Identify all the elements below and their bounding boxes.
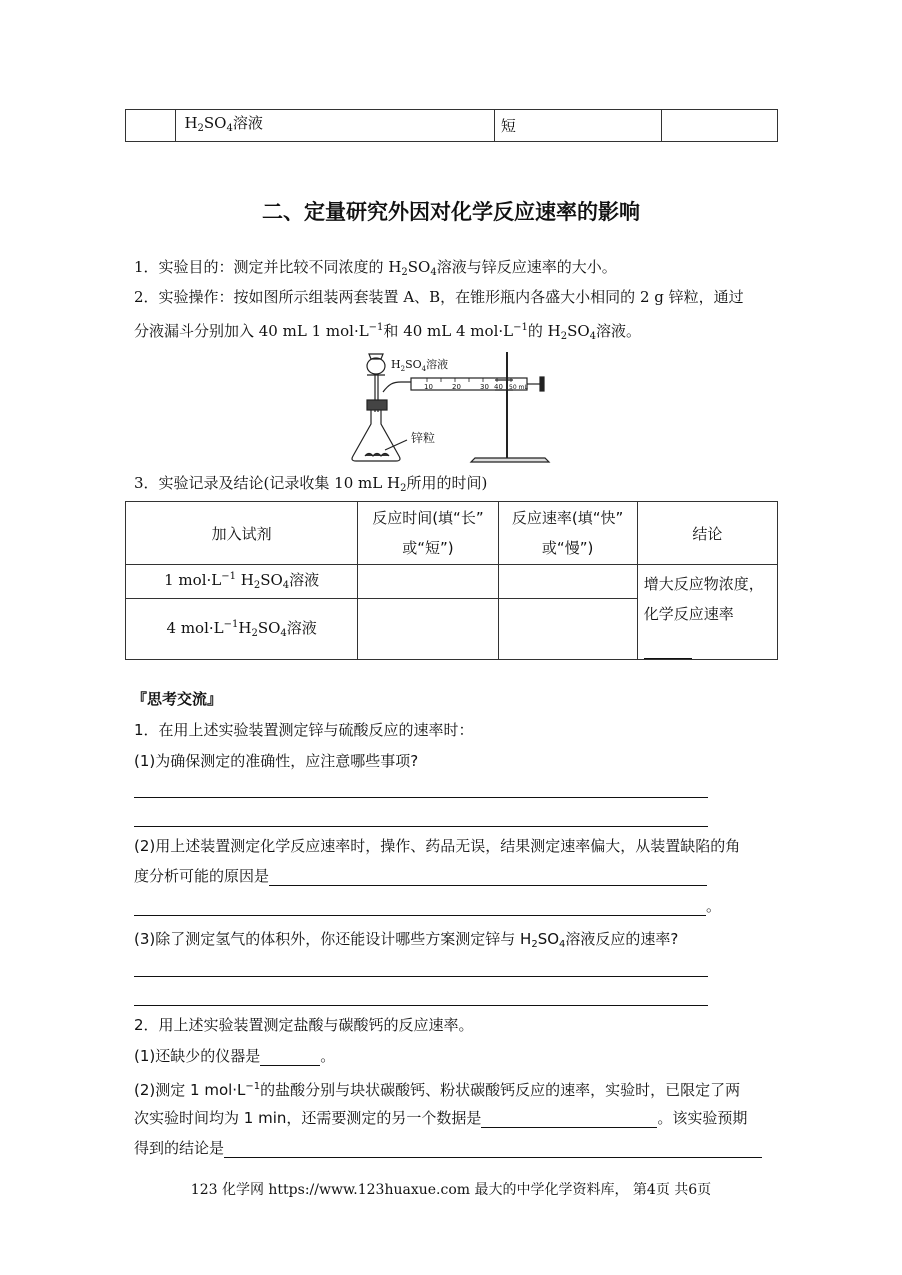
header-reagent: 加入试剂 — [126, 502, 358, 565]
funnel-bulb — [367, 358, 385, 374]
answer-blank-conclusion[interactable] — [224, 1141, 762, 1158]
scale-20: 20 — [452, 383, 461, 391]
scale-50: 50 mL — [509, 384, 528, 391]
conclusion-blank[interactable] — [644, 642, 692, 659]
answer-line-3[interactable] — [134, 976, 708, 977]
row2-reagent: 4 $mol\cdot L^{-1}H_2SO_4$溶液 — [126, 599, 358, 660]
answer-blank-instrument[interactable] — [260, 1049, 320, 1066]
question-2-2-line1: (2)测定 1 $mol\cdot L^{-1}$的盐酸分别与块状碳酸钙、粉状碳酸钙反应的速率，实验时，已限定了两 — [134, 1081, 741, 1099]
flask-stopper — [367, 400, 387, 410]
connecting-tube — [383, 382, 411, 392]
question-1-1: (1)为确保测定的准确性，应注意哪些事项? — [134, 752, 419, 770]
item-2-operation-line1: 2．实验操作：按如图所示组装两套装置 A、B，在锥形瓶内各盛大小相同的 2 g 锌粒，通过 — [134, 288, 744, 306]
answer-blank-cause-2[interactable] — [134, 899, 706, 916]
syringe-plunger-end — [540, 377, 544, 391]
question-1-2-line2: 度分析可能的原因是 — [134, 866, 707, 886]
item-1-purpose: 1．实验目的：测定并比较不同浓度的 $H_2SO_4$溶液与锌反应速率的大小。 — [134, 258, 617, 278]
row1-time-cell[interactable] — [358, 565, 498, 599]
question-2-2-line3: 得到的结论是 — [134, 1138, 762, 1158]
item-3-record: 3．实验记录及结论(记录收集 10 mL $H_2$所用的时间) — [134, 474, 488, 494]
header-rate: 反应速率(填“快” 或“慢”) — [498, 502, 637, 565]
row1-reagent: 1 $mol\cdot L^{-1}$ $H_2SO_4$溶液 — [126, 565, 358, 599]
header-time: 反应时间(填“长” 或“短”) — [358, 502, 498, 565]
question-2-2-line2: 次实验时间均为 1 min，还需要测定的另一个数据是 。该实验预期 — [134, 1109, 748, 1127]
label-h2so4: $H_2SO_4$溶液 — [391, 358, 449, 373]
question-1-3: (3)除了测定氢气的体积外，你还能设计哪些方案测定锌与 $H_2SO_4$溶液反应的速率? — [134, 930, 679, 950]
conclusion-cell: 增大反应物浓度， 化学反应速率 — [637, 565, 777, 660]
header-conclusion: 结论 — [637, 502, 777, 565]
section-title: 二、定量研究外因对化学反应速率的影响 — [262, 200, 640, 224]
think-heading: 『思考交流』 — [132, 690, 223, 708]
top-table-cell-reagent: $H_2SO_4$溶液 — [176, 110, 494, 142]
zinc-pointer — [385, 440, 407, 450]
label-zinc: 锌粒 — [411, 431, 436, 445]
apparatus-figure — [345, 350, 555, 468]
scale-10: 10 — [424, 383, 433, 391]
question-1: 1．在用上述实验装置测定锌与硫酸反应的速率时： — [134, 721, 474, 739]
top-table-cell-empty — [126, 110, 176, 142]
question-2-1: (1)还缺少的仪器是 。 — [134, 1047, 336, 1065]
answer-line-4[interactable] — [134, 1005, 708, 1006]
scale-30: 30 — [480, 383, 489, 391]
top-table-cell-time: 短 — [494, 110, 661, 142]
record-table — [125, 501, 778, 660]
question-2: 2．用上述实验装置测定盐酸与碳酸钙的反应速率。 — [134, 1016, 474, 1034]
answer-blank-cause[interactable] — [269, 869, 707, 886]
zinc-granules — [365, 454, 389, 457]
question-1-2-line3: 。 — [134, 896, 721, 916]
scale-40: 40 — [494, 383, 503, 391]
top-table — [125, 109, 778, 142]
top-table-cell-empty-2 — [662, 110, 778, 142]
answer-line-1[interactable] — [134, 797, 708, 798]
page-footer: 123 化学网 https://www.123huaxue.com 最大的中学化学资料库， 第4页 共6页 — [190, 1182, 712, 1198]
answer-blank-data[interactable] — [481, 1111, 657, 1128]
stand-base — [471, 458, 549, 462]
row2-rate-cell[interactable] — [498, 599, 637, 660]
answer-line-2[interactable] — [134, 826, 708, 827]
question-1-2-line1: (2)用上述装置测定化学反应速率时，操作、药品无误，结果测定速率偏大，从装置缺陷的角 — [134, 837, 741, 855]
row2-time-cell[interactable] — [358, 599, 498, 660]
item-2-operation-line2: 分液漏斗分别加入 40 mL 1 $mol\cdot L^{-1}$和 40 mL 4 $mol\cdot L^{-1}$的 $H_2SO_4$溶液。 — [134, 322, 642, 342]
row1-rate-cell[interactable] — [498, 565, 637, 599]
